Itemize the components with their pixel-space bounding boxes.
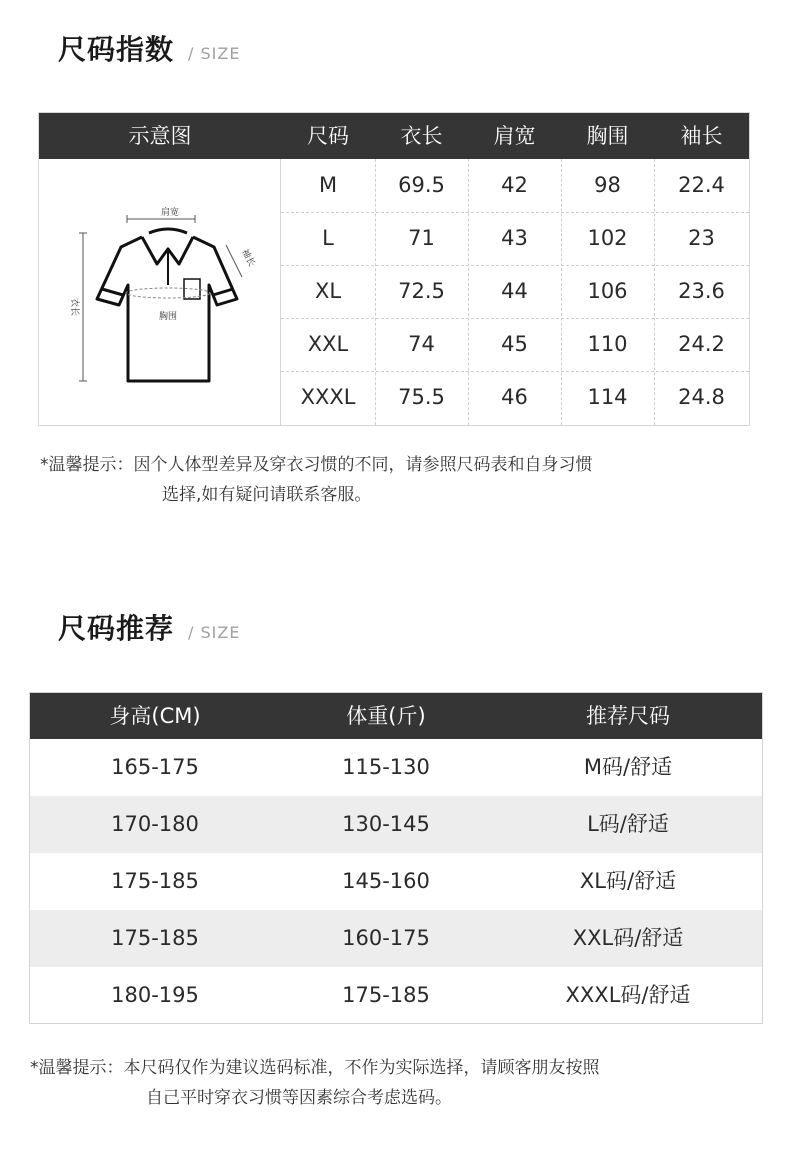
- sleeve-cell: 24.8: [678, 385, 725, 409]
- weight-cell: 145-160: [342, 869, 430, 893]
- sleeve-label: 袖长: [239, 247, 257, 269]
- size-recommend-table: [29, 692, 763, 1024]
- header-shoulder: 肩宽: [493, 124, 536, 148]
- height-cell: 180-195: [111, 983, 199, 1007]
- sleeve-cell: 23.6: [678, 279, 725, 303]
- recommended-size-cell: L码/舒适: [587, 812, 669, 836]
- weight-cell: 175-185: [342, 983, 430, 1007]
- header-length: 衣长: [400, 124, 443, 148]
- shoulder-cell: 43: [501, 226, 528, 250]
- sleeve-cell: 24.2: [678, 332, 725, 356]
- size-table-header: [39, 113, 749, 159]
- shoulder-label: 肩宽: [160, 208, 180, 218]
- size-cell: XXXL: [300, 385, 356, 409]
- chest-cell: 106: [587, 279, 628, 303]
- height-cell: 170-180: [111, 812, 199, 836]
- size-index-subtitle: / SIZE: [188, 44, 241, 63]
- header-diagram: 示意图: [128, 124, 192, 148]
- height-cell: 175-185: [111, 926, 199, 950]
- size-cell: XL: [314, 279, 342, 303]
- recommend-note-line2: 自己平时穿衣习惯等因素综合考虑选码。: [146, 1088, 452, 1108]
- size-recommend-heading: 尺码推荐: [58, 612, 175, 645]
- header-recommended-size: 推荐尺码: [586, 704, 670, 728]
- length-cell: 71: [408, 226, 435, 250]
- shoulder-cell: 42: [501, 173, 528, 197]
- length-cell: 72.5: [398, 279, 445, 303]
- size-cell: M: [318, 173, 338, 197]
- size-note-line2: 选择,如有疑问请联系客服。: [162, 485, 372, 505]
- chest-cell: 114: [587, 385, 628, 409]
- header-size: 尺码: [307, 124, 349, 148]
- table-row: [30, 967, 762, 1024]
- header-sleeve: 袖长: [680, 124, 723, 148]
- size-cell: L: [322, 226, 334, 250]
- recommended-size-cell: XXL码/舒适: [572, 926, 684, 950]
- length-cell: 75.5: [398, 385, 445, 409]
- size-recommend-subtitle: / SIZE: [188, 623, 241, 642]
- height-cell: 165-175: [111, 755, 199, 779]
- size-recommend-title: [58, 607, 240, 647]
- height-cell: 175-185: [111, 869, 199, 893]
- chest-label: 胸围: [158, 312, 178, 322]
- polo-shirt-icon: [39, 159, 281, 425]
- shoulder-cell: 44: [501, 279, 528, 303]
- header-height: 身高(CM): [109, 704, 201, 728]
- recommended-size-cell: M码/舒适: [583, 755, 673, 779]
- chest-cell: 110: [587, 332, 628, 356]
- sleeve-cell: 23: [688, 226, 715, 250]
- length-cell: 69.5: [398, 173, 445, 197]
- size-index-heading: 尺码指数: [58, 33, 175, 66]
- weight-cell: 130-145: [342, 812, 430, 836]
- shirt-diagram: [39, 159, 281, 425]
- sleeve-cell: 22.4: [678, 173, 725, 197]
- recommended-size-cell: XL码/舒适: [579, 869, 677, 893]
- header-chest: 胸围: [586, 124, 629, 148]
- size-note-line1: *温馨提示：因个人体型差异及穿衣习惯的不同，请参照尺码表和自身习惯: [40, 455, 593, 475]
- shoulder-cell: 45: [501, 332, 528, 356]
- recommended-size-cell: XXXL码/舒适: [565, 983, 691, 1007]
- length-cell: 74: [408, 332, 435, 356]
- weight-cell: 160-175: [342, 926, 430, 950]
- recommend-table-header: [30, 693, 762, 739]
- table-row: [30, 796, 762, 853]
- table-row: [30, 739, 762, 796]
- length-label: 衣长: [69, 297, 79, 317]
- size-cell: XXL: [307, 332, 349, 356]
- recommend-note-line1: *温馨提示：本尺码仅作为建议选码标准，不作为实际选择，请顾客朋友按照: [30, 1058, 600, 1078]
- chest-cell: 98: [594, 173, 621, 197]
- header-weight: 体重(斤): [346, 704, 426, 728]
- table-row: [30, 853, 762, 910]
- shoulder-cell: 46: [501, 385, 528, 409]
- size-index-title: [58, 28, 240, 68]
- weight-cell: 115-130: [342, 755, 430, 779]
- chest-cell: 102: [587, 226, 628, 250]
- table-row: [30, 910, 762, 967]
- size-index-table: [38, 112, 750, 426]
